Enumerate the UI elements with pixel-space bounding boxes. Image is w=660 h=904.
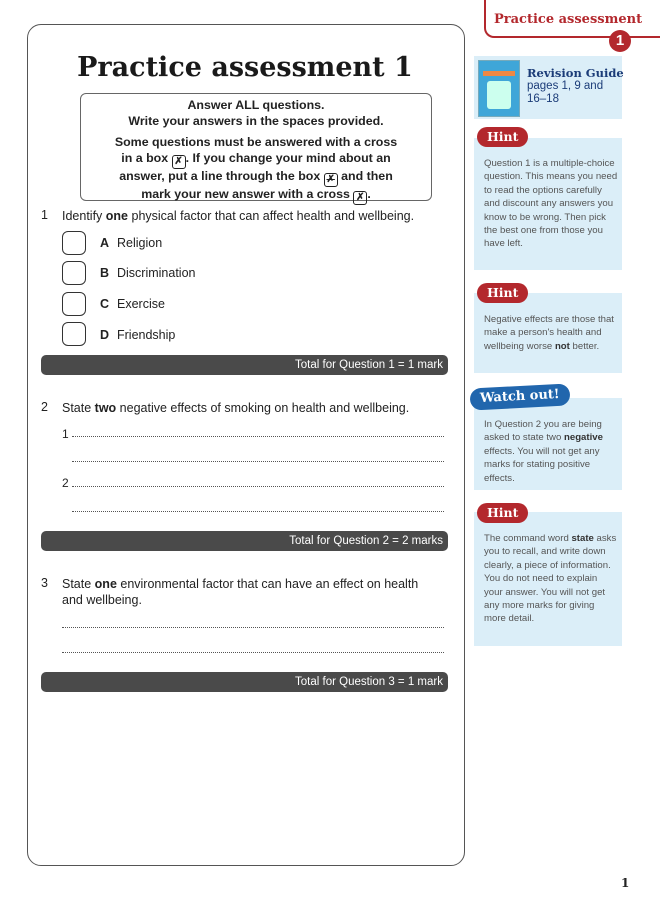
instructions-line1: Answer ALL questions. Write your answers in the spaces provided. <box>128 98 384 128</box>
cross-box-icon: ✗ <box>172 155 186 169</box>
hint-3-text: The command word state asks you to recall, and write down clearly, a piece of information. You do not need to explain your answer. You will not get any more marks for giving more detail. <box>484 533 617 625</box>
question-2-total-bar: Total for Question 2 = 2 marks <box>41 531 448 551</box>
option-c-text: Exercise <box>117 297 165 311</box>
revision-guide-book-icon <box>478 60 520 117</box>
answer-label-2: 2 <box>62 476 69 490</box>
answer-line[interactable] <box>62 652 444 653</box>
answer-line[interactable] <box>72 511 444 512</box>
section-tab-label: Practice assessment <box>494 12 643 27</box>
option-a-letter: A <box>100 236 110 250</box>
option-b-letter: B <box>100 266 110 280</box>
question-1-text: Identify one physical factor that can affect health and wellbeing. <box>62 209 415 223</box>
option-a-checkbox[interactable] <box>62 231 86 255</box>
question-1-number: 1 <box>41 208 48 222</box>
question-2-text: State two negative effects of smoking on health and wellbeing. <box>62 401 410 415</box>
option-d-checkbox[interactable] <box>62 322 86 346</box>
section-number-badge: 1 <box>609 30 631 52</box>
cross-box-icon: ✗ <box>353 191 367 205</box>
question-2-number: 2 <box>41 400 48 414</box>
question-3-text: State one environmental factor that can have an effect on health and wellbeing. <box>62 577 419 607</box>
answer-line[interactable] <box>72 461 444 462</box>
question-1-total-bar: Total for Question 1 = 1 mark <box>41 355 448 375</box>
struck-cross-box-icon: ✗ <box>324 173 338 187</box>
hint-badge: Hint <box>477 283 528 303</box>
instructions-line2: Some questions must be answered with a cross in a box ✗ . If you change your mind about an answer, put a line through the box ✗ and then mark your new answer with a cross ✗ . <box>114 135 398 203</box>
option-d-letter: D <box>100 328 110 342</box>
answer-label-1: 1 <box>62 427 69 441</box>
watch-out-badge: Watch out! <box>469 383 570 410</box>
option-b-checkbox[interactable] <box>62 261 86 285</box>
option-a-text: Religion <box>117 236 163 250</box>
option-d-text: Friendship <box>117 328 176 342</box>
revision-guide-title: Revision Guide <box>527 66 624 80</box>
page-title: Practice assessment 1 <box>77 52 413 83</box>
page-number: 1 <box>621 876 630 890</box>
watch-out-text: In Question 2 you are being asked to state two negative effects. You will not get any marks for stating positive effects. <box>484 419 603 484</box>
hint-1-text: Question 1 is a multiple-choice question. This means you need to read the options carefully and discount any answers you know to be wrong. Then pick the best one from those you have left. <box>484 158 618 250</box>
revision-guide-pages: pages 1, 9 and 16–18 <box>527 80 604 105</box>
section-tab <box>484 0 660 38</box>
hint-badge: Hint <box>477 127 528 147</box>
question-3-total-bar: Total for Question 3 = 1 mark <box>41 672 448 692</box>
option-c-checkbox[interactable] <box>62 292 86 316</box>
option-c-letter: C <box>100 297 110 311</box>
instructions-box <box>80 93 432 201</box>
answer-line[interactable] <box>72 486 444 487</box>
hint-badge: Hint <box>477 503 528 523</box>
option-b-text: Discrimination <box>117 266 196 280</box>
answer-line[interactable] <box>62 627 444 628</box>
hint-2-text: Negative effects are those that make a person's health and wellbeing worse not better. <box>484 314 614 352</box>
answer-line[interactable] <box>72 436 444 437</box>
question-3-number: 3 <box>41 576 48 590</box>
